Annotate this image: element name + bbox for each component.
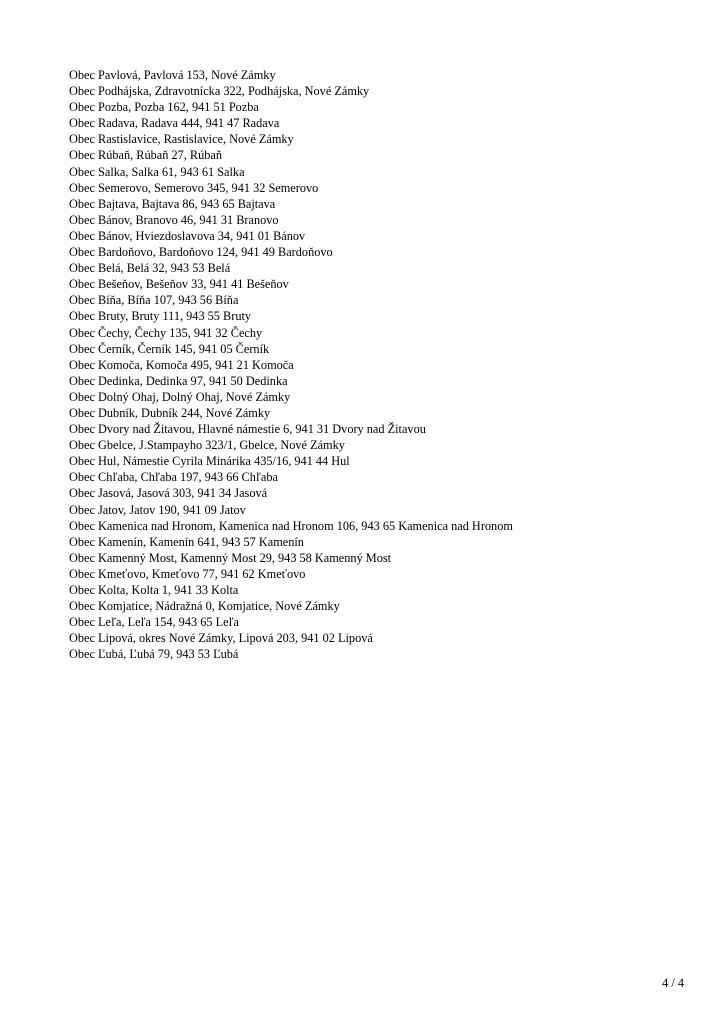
address-entry: Obec Rúbaň, Rúbaň 27, Rúbaň [69,148,223,163]
address-entry: Obec Pozba, Pozba 162, 941 51 Pozba [69,100,259,115]
address-entry: Obec Kmeťovo, Kmeťovo 77, 941 62 Kmeťovo [69,566,306,581]
address-entry: Obec Bajtava, Bajtava 86, 943 65 Bajtava [69,196,276,211]
address-entry: Obec Podhájska, Zdravotnícka 322, Podhájska, Nové Zámky [69,84,370,99]
address-entry: Obec Kamenica nad Hronom, Kamenica nad Hronom 106, 943 65 Kamenica nad Hronom [69,518,513,533]
address-entry: Obec Gbelce, J.Stampayho 323/1, Gbelce, Nové Zámky [69,438,345,453]
address-entry: Obec Belá, Belá 32, 943 53 Belá [69,261,231,276]
address-entry: Obec Dedinka, Dedinka 97, 941 50 Dedinka [69,373,288,388]
address-entry: Obec Černík, Černík 145, 941 05 Černík [69,341,270,356]
address-entry: Obec Kolta, Kolta 1, 941 33 Kolta [69,583,239,597]
address-entry: Obec Jasová, Jasová 303, 941 34 Jasová [69,486,268,501]
address-entry: Obec Salka, Salka 61, 943 61 Salka [69,164,245,179]
address-entry: Obec Ľubá, Ľubá 79, 943 53 Ľubá [69,647,239,662]
address-entry: Obec Bánov, Branovo 46, 941 31 Branovo [69,212,279,227]
address-entry: Obec Lipová, okres Nové Zámky, Lipová 203, 941 02 Lipová [69,631,373,646]
address-entry: Obec Komjatice, Nádražná 0, Komjatice, Nové Zámky [69,599,340,614]
address-entry: Obec Bánov, Hviezdoslavova 34, 941 01 Bánov [69,228,306,243]
address-entry: Obec Bíňa, Bíňa 107, 943 56 Bíňa [69,293,239,308]
address-entry: Obec Dubník, Dubník 244, Nové Zámky [69,405,271,420]
address-entry: Obec Pavlová, Pavlová 153, Nové Zámky [69,68,276,82]
address-entry: Obec Radava, Radava 444, 941 47 Radava [69,116,280,131]
address-entry: Obec Bruty, Bruty 111, 943 55 Bruty [69,309,252,324]
address-entry: Obec Semerovo, Semerovo 345, 941 32 Semerovo [69,180,319,195]
address-entry: Obec Hul, Námestie Cyrila Minárika 435/16, 941 44 Hul [69,454,350,469]
address-entry: Obec Dvory nad Žitavou, Hlavné námestie 6, 941 31 Dvory nad Žitavou [69,422,426,437]
address-entry: Obec Bešeňov, Bešeňov 33, 941 41 Bešeňov [69,277,289,292]
address-entry: Obec Komoča, Komoča 495, 941 21 Komoča [69,357,294,372]
address-entry: Obec Dolný Ohaj, Dolný Ohaj, Nové Zámky [69,389,291,404]
municipality-address-list [69,67,513,662]
address-entry: Obec Kamenný Most, Kamenný Most 29, 943 58 Kamenný Most [69,550,392,565]
address-entry: Obec Čechy, Čechy 135, 941 32 Čechy [69,325,263,340]
address-entry: Obec Bardoňovo, Bardoňovo 124, 941 49 Bardoňovo [69,245,333,260]
address-entry: Obec Chľaba, Chľaba 197, 943 66 Chľaba [69,470,278,485]
address-entry: Obec Rastislavice, Rastislavice, Nové Zámky [69,132,294,147]
address-entry: Obec Jatov, Jatov 190, 941 09 Jatov [69,502,246,517]
address-entry: Obec Kamenín, Kamenín 641, 943 57 Kamenín [69,534,304,549]
address-entry: Obec Leľa, Leľa 154, 943 65 Leľa [69,615,239,630]
page-number: 4 / 4 [662,976,684,990]
